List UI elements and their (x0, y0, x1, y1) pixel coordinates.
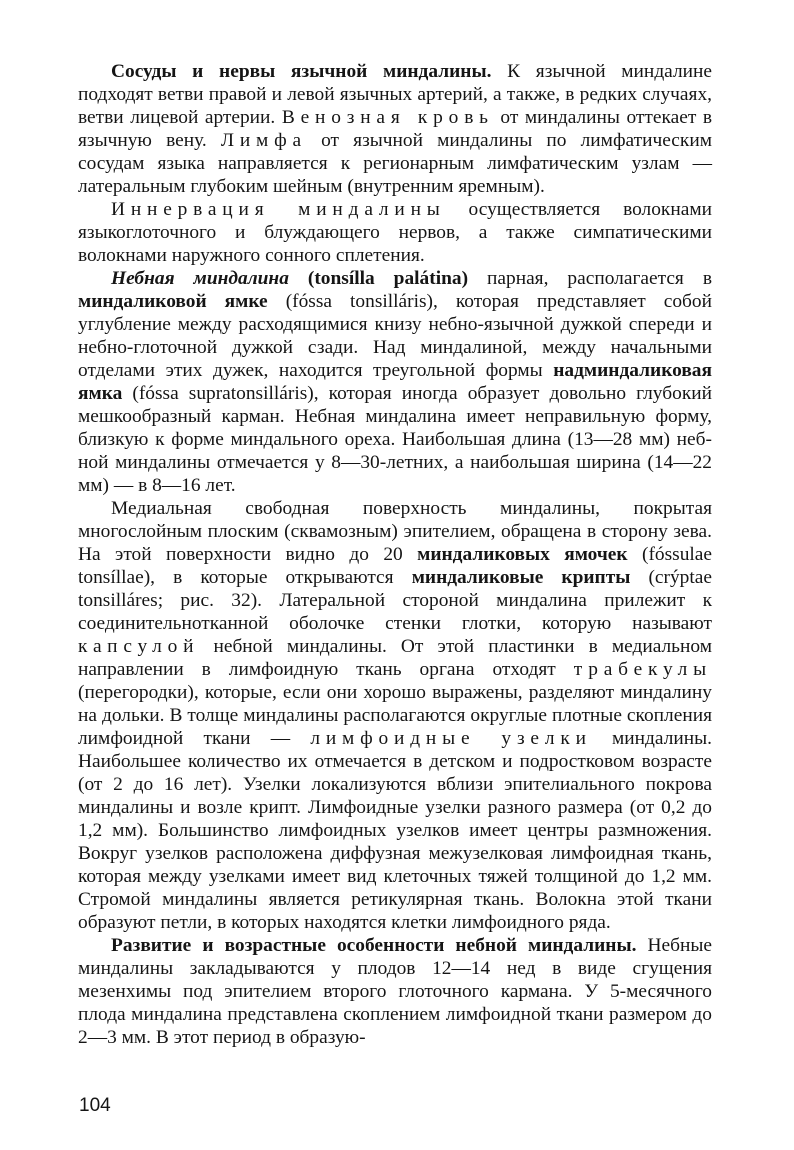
bold-term: Небная миндалина (111, 268, 289, 289)
text-run: (перегородки), которые, если они хорошо выражены, разделяют миндалину на дольки. В толще миндалины располагаются округлые плотные скопления лимфоидной ткани — (78, 682, 712, 749)
spaced-term: трабекулы (573, 659, 712, 680)
text-run: осуществляется волокнами языкоглоточного и блуждающего нервов, а также симпатическими волокнами наружного сонного сплетения. (78, 199, 712, 266)
document-text (78, 60, 712, 1049)
text-run: (fóssulae tonsíllae), в которые открываются (78, 544, 712, 588)
spaced-term: Лимфа (220, 130, 307, 151)
paragraph (78, 198, 712, 267)
bold-term: Сосуды и нервы язычной миндалины. (111, 61, 492, 82)
text-run: Медиальная свободная поверхность миндалины, покрытая многослойным плоским (сквамозным) эпителием, обращена в сторону зева. На этой поверхности видно до 20 (78, 498, 712, 565)
paragraph (78, 497, 712, 934)
text-run: парная, располагается в (468, 268, 712, 289)
text-run: (fóssa tonsilláris), которая представляет собой углубление между расходящимися книзу небно-язычной дужкой спереди и небно-глоточной дужкой сзади. Над миндалиной, между начальными отделами этих дужек, находится треугольной формы (78, 291, 712, 381)
spaced-term: капсулой (78, 636, 200, 657)
text-run: (fóssa supratonsilláris), которая иногда образует довольно глубокий мешкообразный карман. Небная миндалина имеет неправильную форму, близкую к форме миндального ореха. Наибольшая длина (13—28 мм) небной миндалины отмечается у 8—30-летних, а наибольшая ширина (14—22 мм) — в 8—16 лет. (78, 383, 712, 496)
spaced-term: лимфоидные узелки (310, 728, 592, 749)
text-run: Небные миндалины закладываются у плодов 12—14 нед в виде сгущения мезенхимы под эпителием второго глоточного кармана. У 5-месячного плода миндалина представлена скоплением лимфоидной ткани размером до 2—3 мм. В этот период в образую- (78, 935, 712, 1048)
bold-term: миндаликовые крипты (411, 567, 631, 588)
paragraph (78, 267, 712, 497)
text-run: от язычной миндалины по лимфатическим сосудам языка направляется к регионарным лимфатическим узлам — латеральным глубоким шейным (внутренним яремным). (78, 130, 712, 197)
text-run: от миндалины оттекает в язычную вену. (78, 107, 712, 151)
page-number: 104 (79, 1095, 111, 1116)
paragraph (78, 60, 712, 198)
text-run: небной миндалины. От этой пластинки в медиальном направлении в лимфоидную ткань органа отходят (78, 636, 712, 680)
bold-term: миндаликовых ямочек (417, 544, 628, 565)
bold-term: надминдаликовая ямка (78, 360, 712, 404)
spaced-term: Иннервация миндалины (111, 199, 446, 220)
text-run: миндалины. Наибольшее количество их отмечается в детском и подростковом возрасте (от 2 до 16 лет). Узелки локализуются вблизи эпителиального покрова миндалины и возле крипт. Лимфоидные узелки разного размера (от 0,2 до 1,2 мм). Большинство лимфоидных узелков имеет центры размножения. Вокруг узелков расположена диффузная межузелковая лимфоидная ткань, которая между узелками имеет вид клеточных тяжей толщиной до 1,2 мм. Стромой миндалины является ретикулярная ткань. Волокна этой ткани образуют петли, в которых находятся клетки лимфоидного ряда. (78, 728, 713, 933)
bold-term: миндаликовой ямке (78, 291, 268, 312)
paragraph (78, 934, 712, 1049)
bold-term: (tonsílla palátina) (288, 268, 469, 289)
text-run: К язычной миндалине подходят ветви правой и левой язычных артерий, а также, в редких случаях, ветви лицевой артерии. (78, 61, 712, 128)
spaced-term: Венозная кровь (281, 107, 494, 128)
bold-term: Развитие и возрастные особенности небной миндалины. (111, 935, 637, 956)
text-run: (crýptae tonsilláres; рис. 32). Латеральной стороной миндалина прилежит к соединительнотканной оболочке стенки глотки, которую называют (78, 567, 712, 634)
